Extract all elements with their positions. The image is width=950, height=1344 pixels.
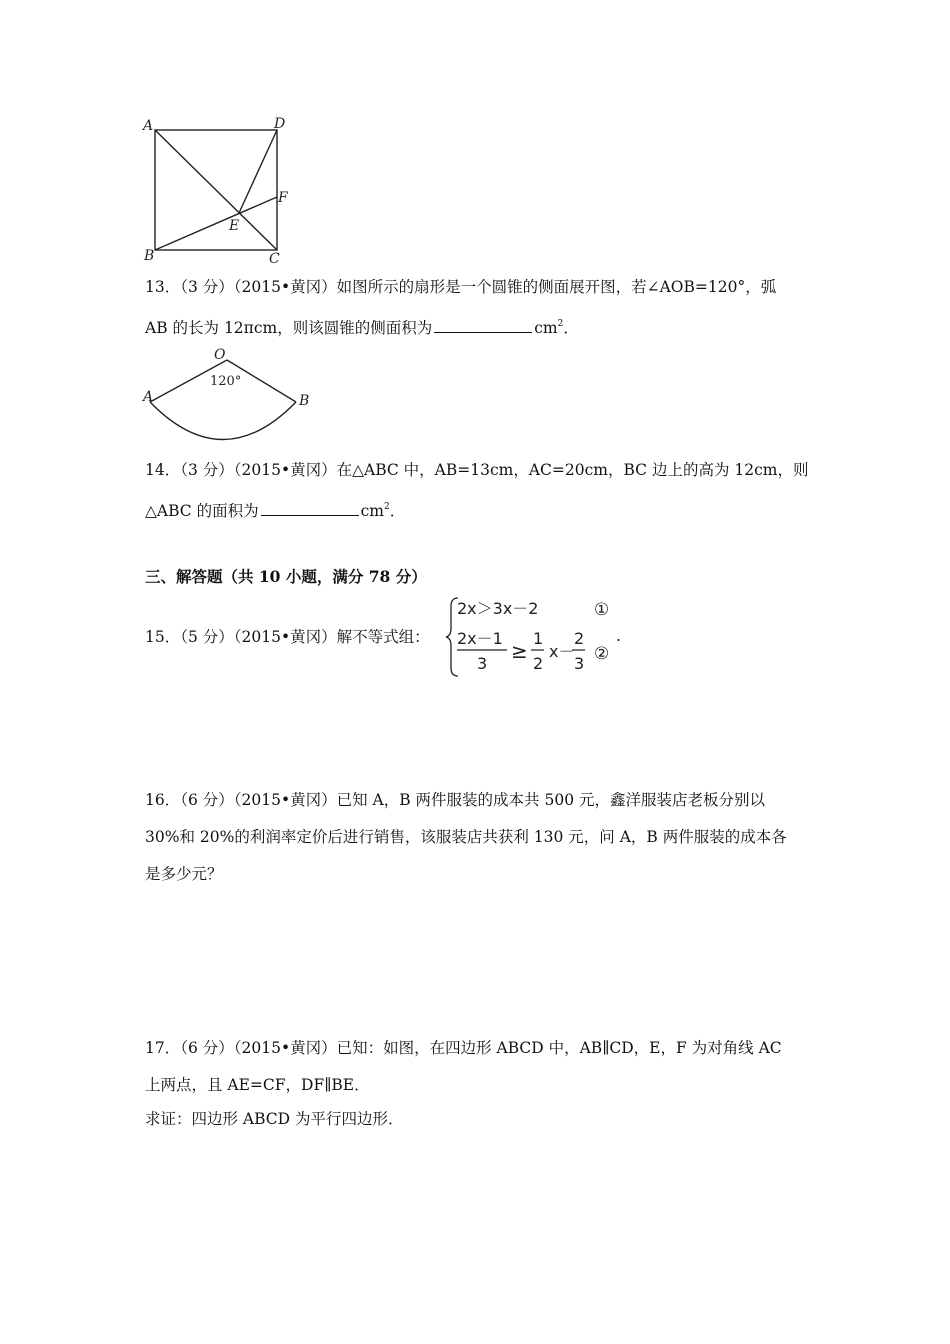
q14-unit: cm bbox=[360, 502, 384, 520]
q13-line2-text: AB 的长为 12πcm，则该圆锥的侧面积为 bbox=[145, 319, 433, 337]
angle-label: 120° bbox=[210, 374, 242, 389]
label-a-sector: A bbox=[143, 389, 154, 405]
label-e: E bbox=[229, 218, 240, 234]
frac-left-num: 2x－1 bbox=[457, 629, 503, 648]
answer-blank[interactable] bbox=[434, 318, 532, 333]
q17-line1: 17．（6 分）（2015•黄冈）已知：如图，在四边形 ABCD 中，AB∥CD，E，F 为对角线 AC bbox=[145, 1039, 782, 1057]
q13-unit: cm bbox=[534, 319, 558, 337]
q16-line2: 30%和 20%的利润率定价后进行销售，该服装店共获利 130 元，问 A，B 两件服装的成本各 bbox=[145, 828, 787, 846]
q17-line3: 求证：四边形 ABCD 为平行四边形． bbox=[145, 1110, 404, 1128]
circle-1: ① bbox=[594, 600, 610, 620]
q13-line1: 13．（3 分）（2015•黄冈）如图所示的扇形是一个圆锥的侧面展开图，若∠AOB=120°，弧 bbox=[145, 278, 777, 296]
sector-figure bbox=[140, 345, 320, 450]
inequality-1: 2x＞3x－2 bbox=[457, 599, 539, 618]
frac1-num: 1 bbox=[533, 629, 544, 648]
label-b: B bbox=[144, 248, 155, 264]
x-minus: x－ bbox=[549, 642, 575, 661]
square-figure bbox=[140, 112, 300, 267]
q14-line1: 14．（3 分）（2015•黄冈）在△ABC 中，AB=13cm，AC=20cm，BC 边上的高为 12cm，则 bbox=[145, 461, 809, 479]
q13-exponent: 2 bbox=[557, 319, 564, 329]
label-o: O bbox=[214, 347, 226, 363]
q17-line2: 上两点，且 AE=CF，DF∥BE． bbox=[145, 1076, 370, 1094]
circle-2: ② bbox=[594, 644, 610, 664]
arc-ab bbox=[150, 402, 296, 440]
segment-de bbox=[239, 130, 277, 213]
q14-end: ． bbox=[389, 502, 406, 520]
label-a: A bbox=[143, 118, 154, 134]
q16-line1: 16．（6 分）（2015•黄冈）已知 A，B 两件服装的成本共 500 元，鑫洋服装店老板分别以 bbox=[145, 791, 765, 809]
answer-blank[interactable] bbox=[261, 501, 359, 516]
frac2-num: 2 bbox=[574, 629, 585, 648]
frac1-den: 2 bbox=[533, 654, 544, 673]
ge-sign: ≥ bbox=[511, 639, 528, 663]
q13-line2 bbox=[145, 314, 579, 338]
frac-left-den: 3 bbox=[477, 654, 488, 673]
q15-end: . bbox=[616, 626, 622, 645]
q14-line2 bbox=[145, 497, 405, 521]
section-heading: 三、解答题（共 10 小题，满分 78 分） bbox=[145, 567, 427, 586]
inequality-system bbox=[444, 594, 629, 680]
frac2-den: 3 bbox=[574, 654, 585, 673]
q16-line3: 是多少元？ bbox=[145, 865, 223, 883]
q15-text: 15．（5 分）（2015•黄冈）解不等式组： bbox=[145, 628, 430, 646]
segment-bf bbox=[155, 197, 277, 250]
q14-line2-text: △ABC 的面积为 bbox=[145, 502, 259, 520]
label-d: D bbox=[274, 116, 286, 132]
label-c: C bbox=[269, 251, 280, 267]
q13-end: ． bbox=[563, 319, 579, 337]
label-b-sector: B bbox=[299, 393, 310, 409]
q14-exponent: 2 bbox=[383, 502, 390, 512]
diagonal-ac bbox=[155, 130, 277, 250]
label-f: F bbox=[278, 190, 288, 206]
